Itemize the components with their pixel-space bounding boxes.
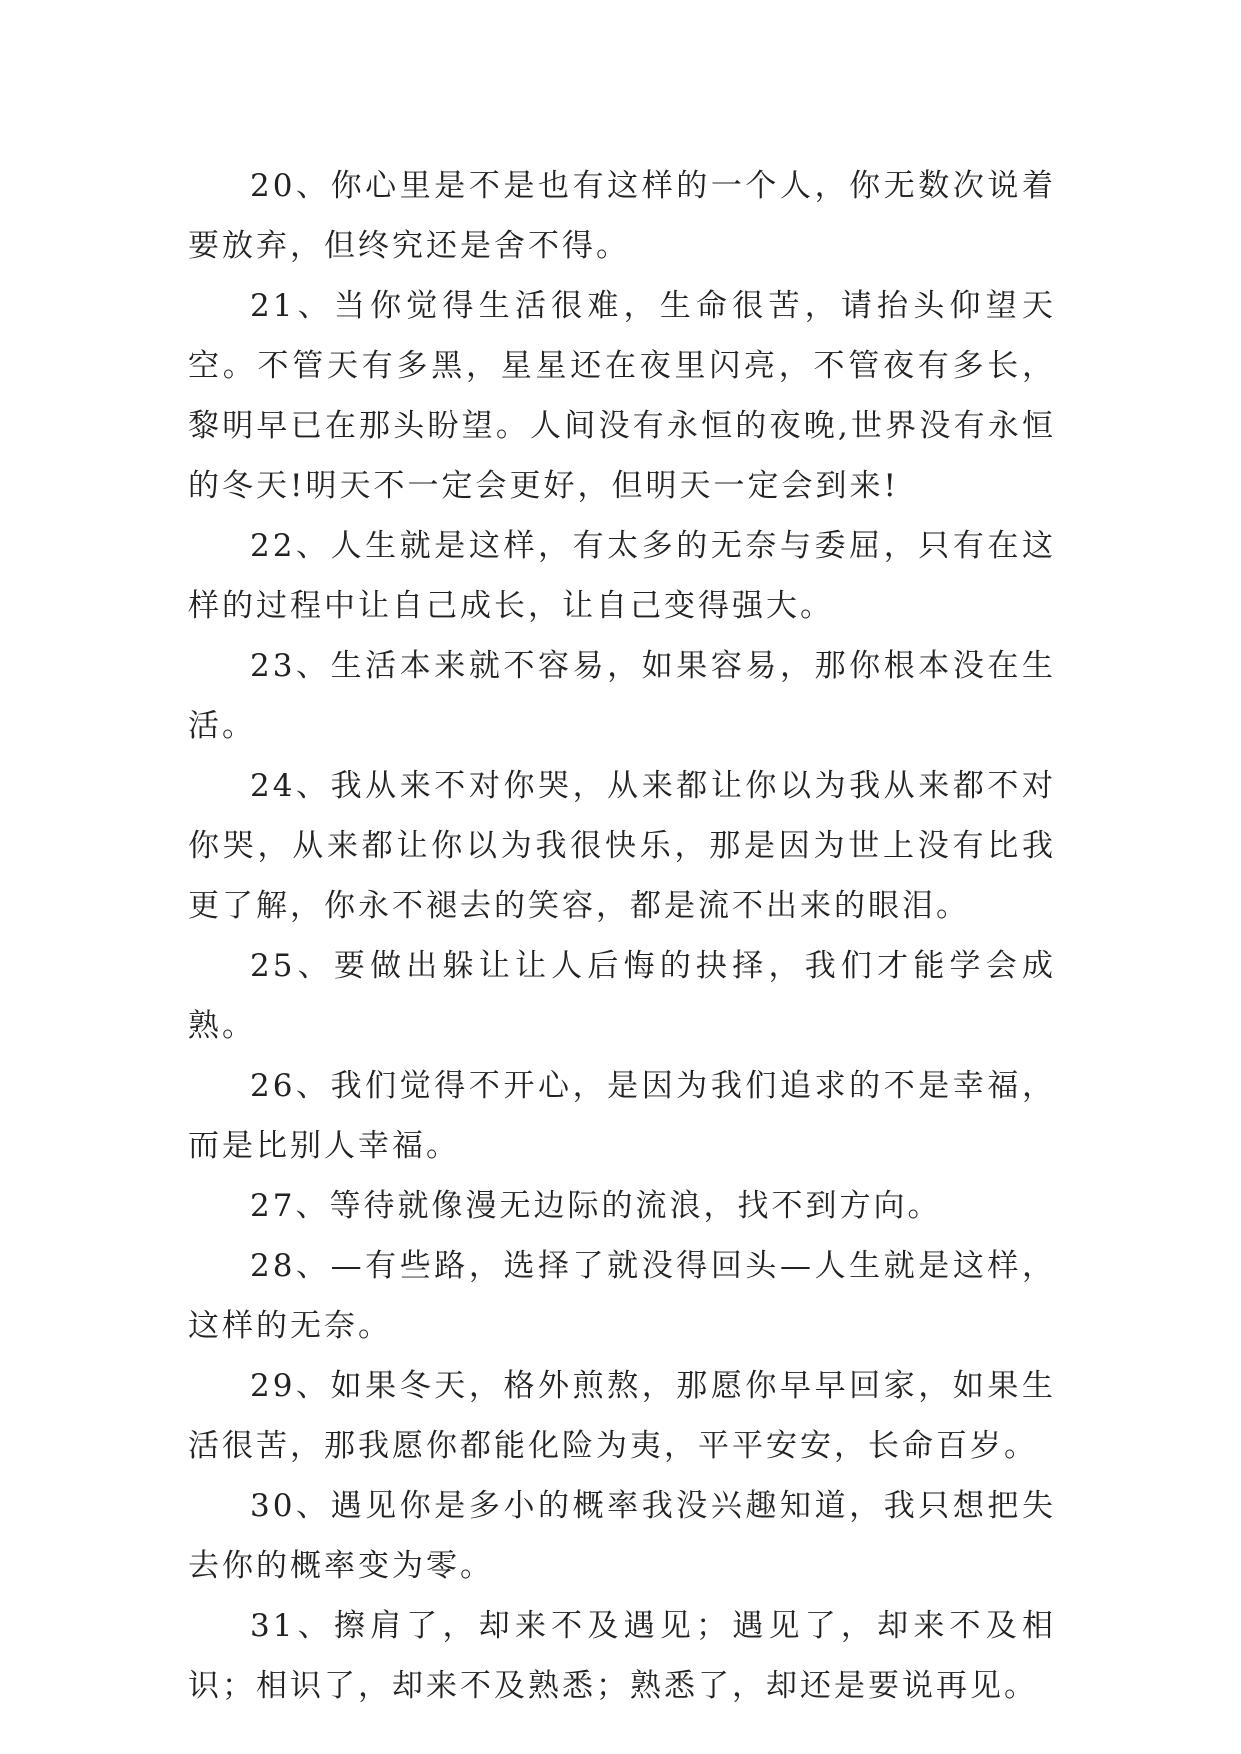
paragraph-27: 27、等待就像漫无边际的流浪，找不到方向。: [250, 1188, 942, 1224]
paragraph-30: 30、遇见你是多小的概率我没兴趣知道，我只想把失去你的概率变为零。: [188, 1488, 1056, 1584]
paragraph-24: 24、我从来不对你哭，从来都让你以为我从来都不对你哭，从来都让你以为我很快乐，那是因为世上没有比我更了解，你永不褪去的笑容，都是流不出来的眼泪。: [188, 768, 1056, 924]
paragraph-22: 22、人生就是这样，有太多的无奈与委屈，只有在这样的过程中让自己成长，让自己变得强大。: [188, 528, 1056, 624]
document-body: [188, 156, 1056, 1716]
paragraph-29: 29、如果冬天，格外煎熬，那愿你早早回家，如果生活很苦，那我愿你都能化险为夷，平平安安，长命百岁。: [188, 1368, 1056, 1464]
paragraph-21: 21、当你觉得生活很难，生命很苦，请抬头仰望天空。不管天有多黑，星星还在夜里闪亮，不管夜有多长，黎明早已在那头盼望。人间没有永恒的夜晚,世界没有永恒的冬天!明天不一定会更好，但明天一定会到来!: [188, 288, 1056, 504]
paragraph-25: 25、要做出躲让让人后悔的抉择，我们才能学会成熟。: [188, 948, 1056, 1044]
paragraph-28: 28、—有些路，选择了就没得回头—人生就是这样，这样的无奈。: [188, 1248, 1056, 1344]
paragraph-23: 23、生活本来就不容易，如果容易，那你根本没在生活。: [188, 648, 1056, 744]
paragraph-26: 26、我们觉得不开心，是因为我们追求的不是幸福，而是比别人幸福。: [188, 1068, 1056, 1164]
paragraph-31: 31、擦肩了，却来不及遇见；遇见了，却来不及相识；相识了，却来不及熟悉；熟悉了，却还是要说再见。: [188, 1608, 1056, 1704]
paragraph-20: 20、你心里是不是也有这样的一个人，你无数次说着要放弃，但终究还是舍不得。: [188, 168, 1056, 264]
